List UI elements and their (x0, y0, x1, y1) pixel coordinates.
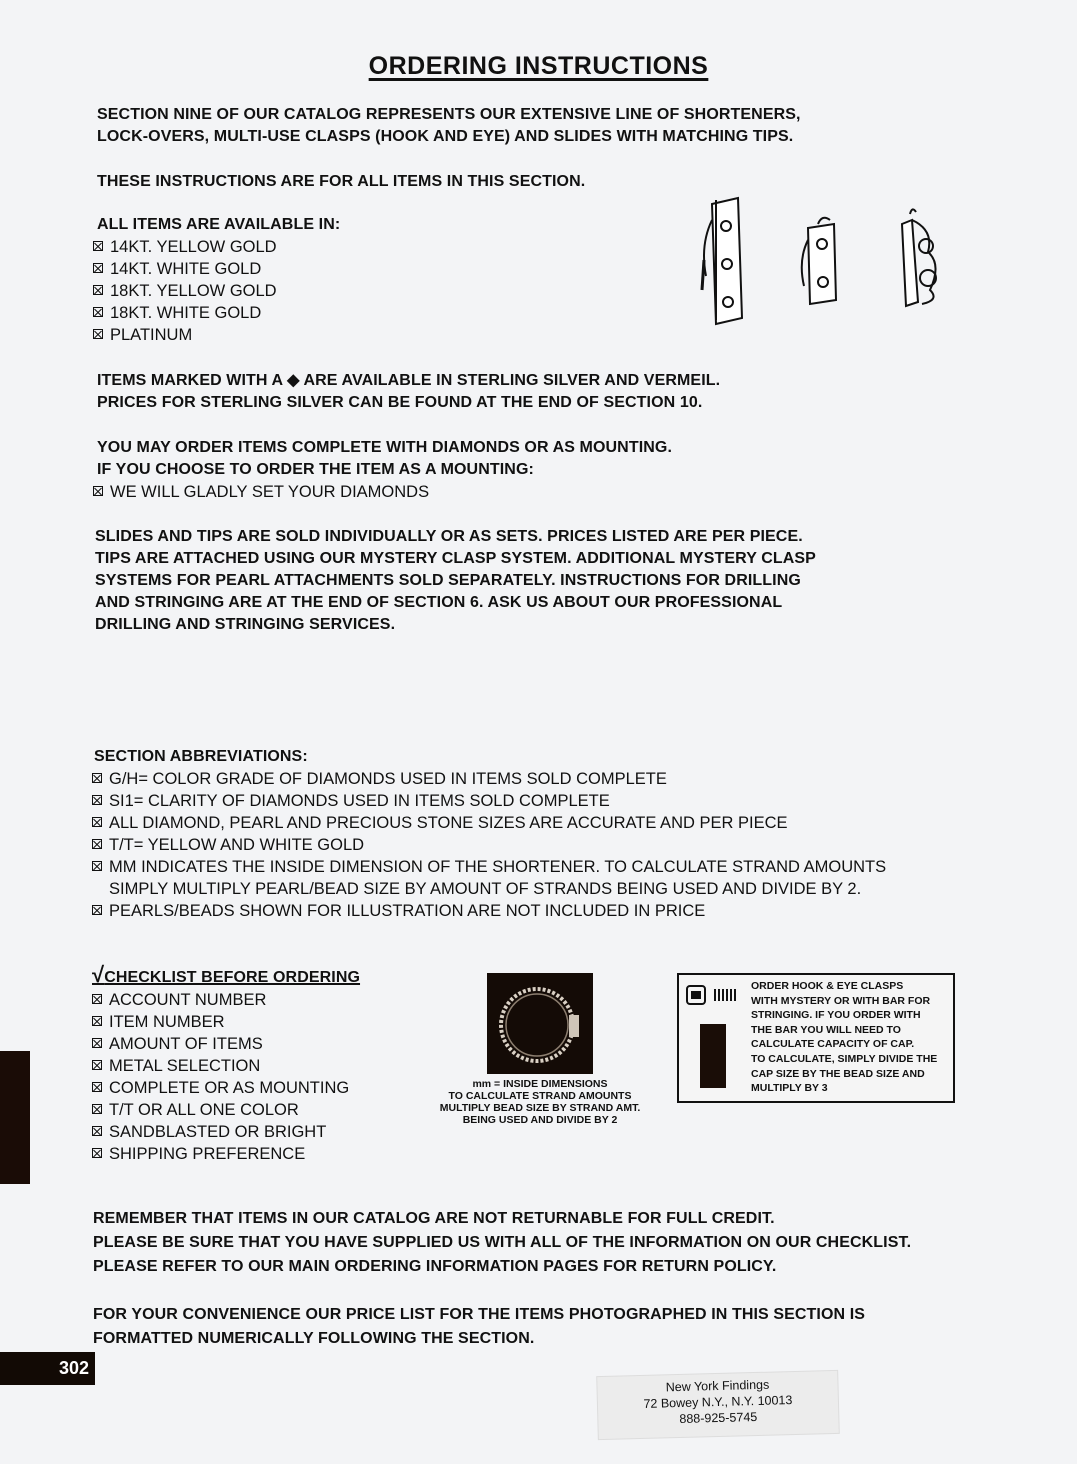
list-item (93, 481, 672, 503)
list-item (92, 989, 360, 1011)
shortener-clasp-icon (702, 198, 742, 324)
checkbox-icon (92, 817, 102, 827)
remember-paragraph (93, 1207, 911, 1279)
list-item-label: ITEM NUMBER (109, 1013, 225, 1031)
mounting-line: YOU MAY ORDER ITEMS COMPLETE WITH DIAMONDS OR AS MOUNTING. (97, 439, 673, 456)
availability-section (93, 214, 340, 346)
list-item-label: METAL SELECTION (109, 1057, 261, 1075)
availability-list (93, 236, 340, 346)
list-item (93, 302, 340, 324)
abbreviations-list (92, 768, 886, 922)
intro-line: LOCK-OVERS, MULTI-USE CLASPS (HOOK AND EYE) AND SLIDES WITH MATCHING TIPS. (97, 128, 794, 145)
list-item-label: G/H= COLOR GRADE OF DIAMONDS USED IN ITEMS SOLD COMPLETE (109, 770, 667, 788)
list-item (92, 1011, 360, 1033)
checkbox-icon (93, 486, 103, 496)
sterling-paragraph (97, 370, 720, 414)
mounting-section (93, 437, 672, 503)
checkbox-icon (92, 861, 102, 871)
checkbox-icon (92, 839, 102, 849)
list-item (93, 236, 340, 258)
checklist-list (92, 989, 360, 1165)
list-item (92, 1121, 360, 1143)
checkbox-icon (92, 1148, 102, 1158)
slides-line: AND STRINGING ARE AT THE END OF SECTION 6. ASK US ABOUT OUR PROFESSIONAL (95, 594, 783, 611)
list-item-label: SANDBLASTED OR BRIGHT (109, 1123, 327, 1141)
list-item-label: 18KT. YELLOW GOLD (110, 282, 277, 300)
sticker-line: New York Findings (665, 1377, 770, 1395)
remember-line: PLEASE REFER TO OUR MAIN ORDERING INFORMATION PAGES FOR RETURN POLICY. (93, 1258, 777, 1275)
slides-line: SYSTEMS FOR PEARL ATTACHMENTS SOLD SEPARATELY. INSTRUCTIONS FOR DRILLING (95, 572, 801, 589)
slides-line: DRILLING AND STRINGING SERVICES. (95, 616, 396, 633)
list-item (92, 856, 886, 900)
hook-eye-info-text (751, 979, 956, 1096)
clasp-photo (700, 1024, 726, 1088)
checkbox-icon (92, 994, 102, 1004)
sterling-text: ARE AVAILABLE IN STERLING SILVER AND VERMEIL. (303, 372, 721, 389)
hook-eye-clasp-icon (902, 209, 936, 306)
list-item (92, 834, 886, 856)
list-item-label: SI1= CLARITY OF DIAMONDS USED IN ITEMS SOLD COMPLETE (109, 792, 610, 810)
info-line: CALCULATE CAPACITY OF CAP. (751, 1038, 915, 1051)
abbreviations-section (92, 746, 886, 922)
mounting-line: IF YOU CHOOSE TO ORDER THE ITEM AS A MOUNTING: (97, 461, 534, 478)
caption-line: BEING USED AND DIVIDE BY 2 (462, 1114, 618, 1126)
list-item-label: PLATINUM (110, 326, 193, 344)
page-title: ORDERING INSTRUCTIONS (368, 52, 709, 80)
list-item (92, 1143, 360, 1165)
clasp-bar-icon (685, 983, 745, 1007)
checkbox-icon (92, 795, 102, 805)
checkbox-icon (92, 773, 102, 783)
sterling-line: PRICES FOR STERLING SILVER CAN BE FOUND AT THE END OF SECTION 10. (97, 394, 703, 411)
checkbox-icon (92, 1082, 102, 1092)
convenience-paragraph (93, 1303, 865, 1351)
info-line: ORDER HOOK & EYE CLASPS (751, 980, 904, 992)
checkbox-icon (92, 1016, 102, 1026)
slides-line: TIPS ARE ATTACHED USING OUR MYSTERY CLASP SYSTEM. ADDITIONAL MYSTERY CLASP (95, 550, 816, 567)
caption-line: mm = INSIDE DIMENSIONS (472, 1078, 608, 1090)
shortener-photo (487, 973, 593, 1074)
list-item (92, 1077, 360, 1099)
checkbox-icon (92, 1060, 102, 1070)
address-sticker (597, 1371, 839, 1439)
list-item-label: 14KT. WHITE GOLD (110, 260, 262, 278)
lock-over-clasp-icon (802, 218, 836, 304)
check-mark-icon: √ (92, 962, 105, 987)
checkbox-icon (93, 285, 103, 295)
checkbox-icon (93, 263, 103, 273)
list-item-label: 14KT. YELLOW GOLD (110, 238, 277, 256)
list-item-label: WE WILL GLADLY SET YOUR DIAMONDS (110, 483, 430, 501)
list-item-label: SHIPPING PREFERENCE (109, 1145, 306, 1163)
list-item-label: MM INDICATES THE INSIDE DIMENSION OF THE SHORTENER. TO CALCULATE STRAND AMOUNTS (109, 858, 887, 876)
sterling-line (97, 370, 720, 392)
list-item-label: PEARLS/BEADS SHOWN FOR ILLUSTRATION ARE NOT INCLUDED IN PRICE (109, 902, 706, 920)
checkbox-icon (92, 1126, 102, 1136)
list-item-continuation: SIMPLY MULTIPLY PEARL/BEAD SIZE BY AMOUNT OF STRANDS BEING USED AND DIVIDE BY 2. (109, 880, 862, 898)
list-item (92, 812, 886, 834)
slides-line: SLIDES AND TIPS ARE SOLD INDIVIDUALLY OR AS SETS. PRICES LISTED ARE PER PIECE. (95, 528, 803, 545)
abbreviations-heading: SECTION ABBREVIATIONS: (94, 748, 308, 765)
section-tab (0, 1051, 30, 1184)
info-line: THE BAR YOU WILL NEED TO (751, 1023, 901, 1036)
diamond-icon: ◆ (287, 372, 300, 389)
list-item-label: 18KT. WHITE GOLD (110, 304, 262, 322)
photo-caption (420, 1078, 660, 1126)
list-item (92, 1055, 360, 1077)
checkbox-icon (92, 1104, 102, 1114)
remember-line: REMEMBER THAT ITEMS IN OUR CATALOG ARE NOT RETURNABLE FOR FULL CREDIT. (93, 1210, 775, 1227)
checkbox-icon (93, 241, 103, 251)
list-item (92, 1033, 360, 1055)
availability-heading: ALL ITEMS ARE AVAILABLE IN: (97, 216, 341, 233)
list-item-label: ACCOUNT NUMBER (109, 991, 267, 1009)
shortener-illustrations (690, 190, 960, 330)
info-line: MULTIPLY BY 3 (751, 1082, 828, 1095)
info-line: TO CALCULATE, SIMPLY DIVIDE THE (751, 1052, 938, 1065)
checkbox-icon (92, 905, 102, 915)
checkbox-icon (92, 1038, 102, 1048)
list-item-label: T/T OR ALL ONE COLOR (109, 1101, 299, 1119)
list-item (92, 768, 886, 790)
list-item (92, 1099, 360, 1121)
list-item-label: COMPLETE OR AS MOUNTING (109, 1079, 350, 1097)
instructions-note: THESE INSTRUCTIONS ARE FOR ALL ITEMS IN THIS SECTION. (97, 173, 586, 190)
convenience-line: FORMATTED NUMERICALLY FOLLOWING THE SECTION. (93, 1330, 535, 1347)
checklist-section (92, 964, 360, 1165)
list-item (93, 258, 340, 280)
info-line: CAP SIZE BY THE BEAD SIZE AND (751, 1067, 925, 1080)
checkbox-icon (93, 329, 103, 339)
list-item-label: AMOUNT OF ITEMS (109, 1035, 263, 1053)
caption-line: MULTIPLY BEAD SIZE BY STRAND AMT. (439, 1102, 641, 1114)
sterling-text: ITEMS MARKED WITH A (97, 372, 283, 389)
intro-paragraph (97, 104, 801, 148)
list-item (92, 790, 886, 812)
list-item-label: ALL DIAMOND, PEARL AND PRECIOUS STONE SIZES ARE ACCURATE AND PER PIECE (109, 814, 788, 832)
remember-line: PLEASE BE SURE THAT YOU HAVE SUPPLIED US WITH ALL OF THE INFORMATION ON OUR CHECKLIST. (93, 1234, 912, 1251)
page-number: 302 (0, 1352, 95, 1385)
convenience-line: FOR YOUR CONVENIENCE OUR PRICE LIST FOR THE ITEMS PHOTOGRAPHED IN THIS SECTION IS (93, 1306, 866, 1323)
list-item (93, 280, 340, 302)
info-line: WITH MYSTERY OR WITH BAR FOR (751, 994, 931, 1007)
sticker-line: 888-925-5745 (679, 1409, 758, 1427)
sticker-line: 72 Bowey N.Y., N.Y. 10013 (643, 1393, 793, 1411)
list-item-label: T/T= YELLOW AND WHITE GOLD (109, 836, 365, 854)
ring-icon (487, 973, 593, 1074)
caption-line: TO CALCULATE STRAND AMOUNTS (448, 1090, 632, 1102)
checklist-heading-text: CHECKLIST BEFORE ORDERING (104, 969, 361, 986)
info-line: STRINGING. IF YOU ORDER WITH (751, 1009, 921, 1022)
list-item (92, 900, 886, 922)
checkbox-icon (93, 307, 103, 317)
intro-line: SECTION NINE OF OUR CATALOG REPRESENTS OUR EXTENSIVE LINE OF SHORTENERS, (97, 106, 801, 123)
list-item (93, 324, 340, 346)
checklist-heading (92, 964, 360, 989)
slides-paragraph (95, 526, 816, 636)
mounting-list (93, 481, 672, 503)
